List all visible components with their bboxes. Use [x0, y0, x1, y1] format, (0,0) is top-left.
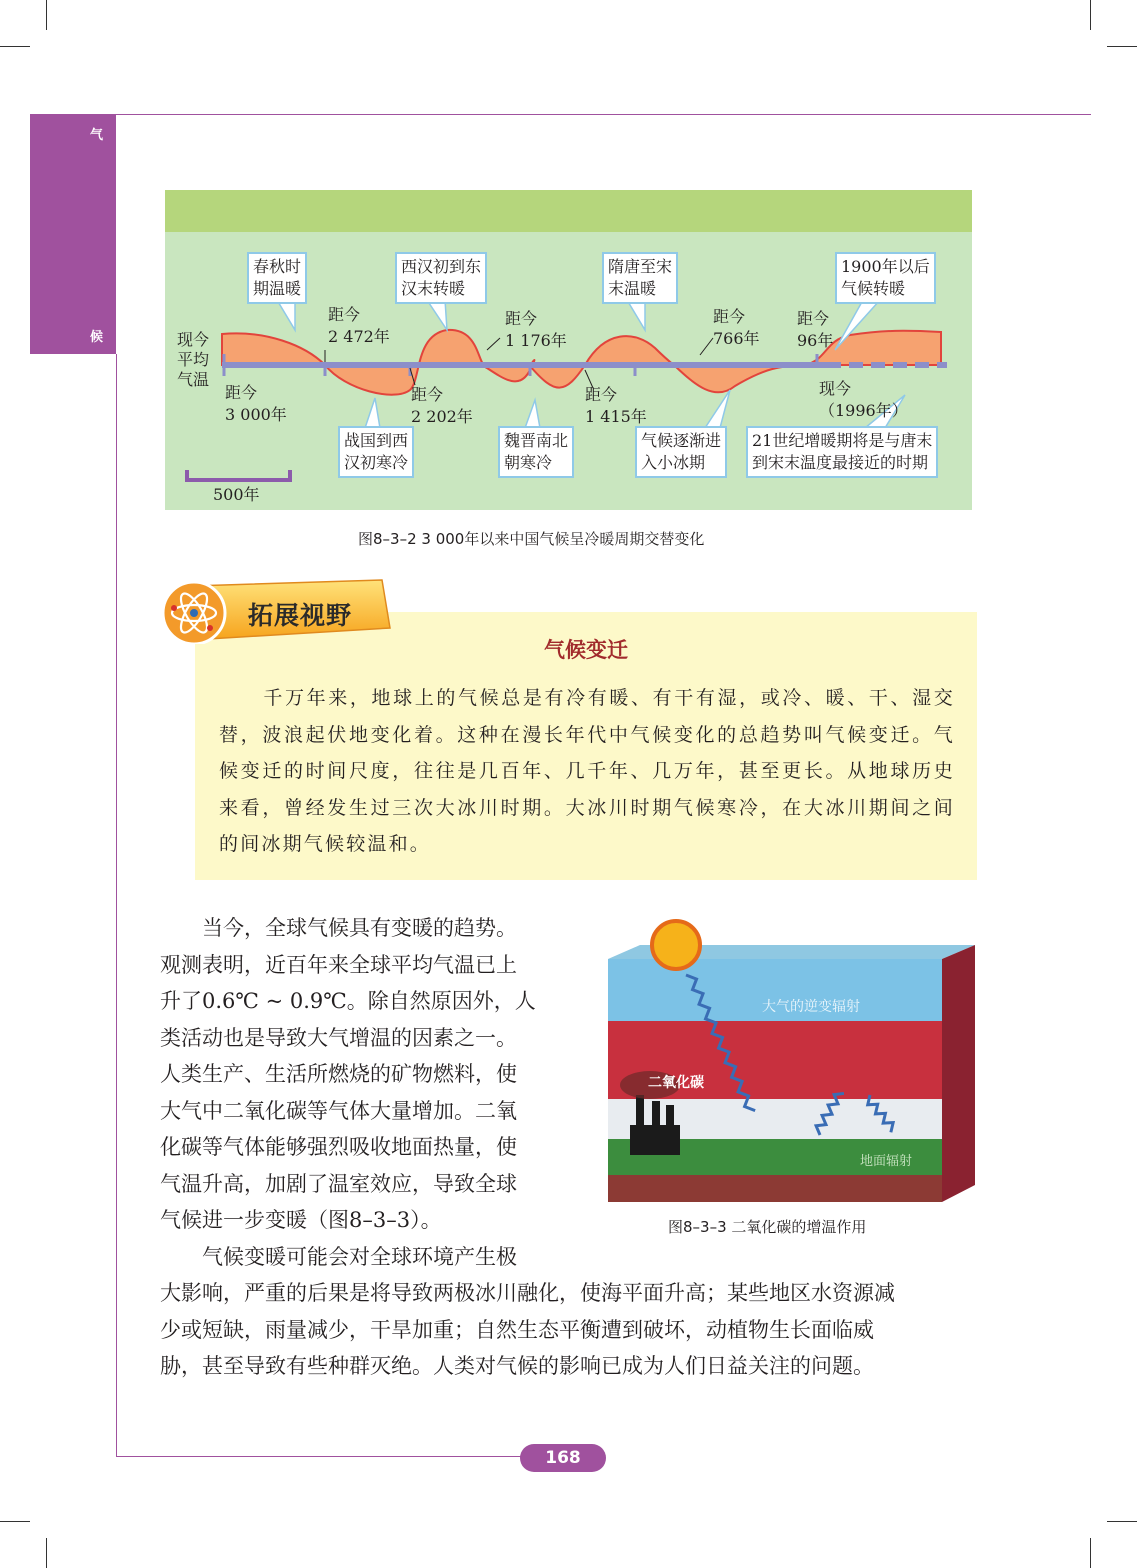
crop-mark	[0, 46, 30, 47]
label-766: 距今 766年	[713, 307, 760, 348]
body-line: 大影响，严重的后果是将导致两极冰川融化，使海平面升高；某些地区水资源减	[160, 1281, 895, 1305]
label-96: 距今 96年	[797, 309, 834, 350]
scale-label: 500年	[213, 485, 260, 504]
scale-bar	[187, 470, 290, 480]
label-2202: 距今 2 202年	[411, 385, 473, 426]
page-number: 168	[545, 1448, 581, 1468]
climate-cycle-figure	[165, 190, 972, 510]
side-tab-char-bottom: 候	[90, 330, 104, 345]
callout-little-ice-age: 气候逐渐进 入小冰期	[635, 426, 727, 478]
crop-mark	[1090, 1538, 1091, 1568]
crop-mark	[0, 1521, 30, 1522]
crop-mark	[1107, 1521, 1137, 1522]
label-3000: 距今 3 000年	[225, 383, 287, 424]
figure3-caption: 图8–3–3 二氧化碳的增温作用	[668, 1218, 867, 1236]
body-line: 大气中二氧化碳等气体大量增加。二氧	[160, 1098, 517, 1123]
extension-badge-label: 拓展视野	[248, 601, 353, 630]
page-frame-bottom	[116, 1456, 526, 1457]
body-line: 类活动也是导致大气增温的因素之一。	[160, 1025, 517, 1050]
body-line: 化碳等气体能够强烈吸收地面热量，使	[160, 1135, 517, 1159]
label-1176: 距今 1 176年	[505, 309, 567, 350]
callout-warring-states: 战国到西 汉初寒冷	[338, 426, 414, 478]
body-line: 气候进一步变暖（图8–3–3）。	[160, 1208, 442, 1232]
callout-after-1900: 1900年以后 气候转暖	[835, 252, 936, 304]
label-2472: 距今 2 472年	[328, 305, 390, 346]
label-ground-radiation: 地面辐射	[860, 1153, 913, 1168]
crop-mark	[1090, 0, 1091, 30]
label-co2: 二氧化碳	[648, 1074, 704, 1090]
extension-text	[219, 680, 955, 863]
body-line: 气温升高，加剧了温室效应，导致全球	[160, 1171, 517, 1196]
callout-spring-autumn: 春秋时 期温暖	[247, 252, 307, 304]
label-1415: 距今 1 415年	[585, 385, 647, 426]
axis-label-average-temp: 现今平均气温	[177, 330, 210, 389]
sun-icon	[652, 921, 700, 969]
body-line: 升了0.6℃ ~ 0.9℃。除自然原因外，人	[160, 989, 536, 1013]
label-now: 现今 （1996年）	[819, 379, 908, 420]
extension-paragraph: 千万年来，地球上的气候总是有冷有暖、有干有湿，或冷、暖、干、湿交替，波浪起伏地变化着。这种在漫长年代中气候变化的总趋势叫气候变迁。气候变迁的时间尺度，往往是几百年、几千年、几万年，甚至更长。从地球历史来看，曾经发生过三次大冰川时期。大冰川时期气候寒冷，在大冰川期间之间的间冰期气候较温和。	[219, 687, 955, 855]
body-line: 胁，甚至导致有些种群灭绝。人类对气候的影响已成为人们日益关注的问题。	[160, 1354, 874, 1378]
callout-sui-tang: 隋唐至宋 末温暖	[602, 252, 678, 304]
figure1-caption: 图8–3–2 3 000年以来中国气候呈冷暖周期交替变化	[358, 530, 705, 548]
body-text-narrow	[160, 910, 580, 1275]
callout-western-han: 西汉初到东 汉末转暖	[395, 252, 487, 304]
body-text-wide	[160, 1275, 990, 1385]
side-tab-char-top: 气	[90, 128, 104, 143]
callout-wei-jin: 魏晋南北 朝寒冷	[498, 426, 574, 478]
body-line: 气候变暖可能会对全球环境产生极	[202, 1244, 517, 1269]
page-frame-left	[116, 354, 117, 1456]
callout-21st-century: 21世纪增暖期将是与唐末 到宋末温度最接近的时期	[746, 426, 938, 478]
greenhouse-effect-figure	[590, 915, 978, 1207]
crop-mark	[1107, 46, 1137, 47]
extension-box	[195, 612, 977, 880]
soil-layer	[608, 1175, 942, 1202]
page-frame-top	[116, 114, 1091, 115]
body-line: 少或短缺，雨量减少，干旱加重；自然生态平衡遭到破坏，动植物生长面临威	[160, 1317, 874, 1342]
extension-title: 气候变迁	[544, 638, 628, 662]
body-line: 人类生产、生活所燃烧的矿物燃料，使	[160, 1062, 517, 1086]
crop-mark	[46, 1538, 47, 1568]
body-line: 当今，全球气候具有变暖的趋势。	[202, 916, 517, 940]
body-line: 观测表明，近百年来全球平均气温已上	[160, 952, 517, 977]
crop-mark	[46, 0, 47, 30]
chapter-side-tab	[30, 114, 116, 354]
label-back-radiation: 大气的逆变辐射	[762, 998, 860, 1014]
